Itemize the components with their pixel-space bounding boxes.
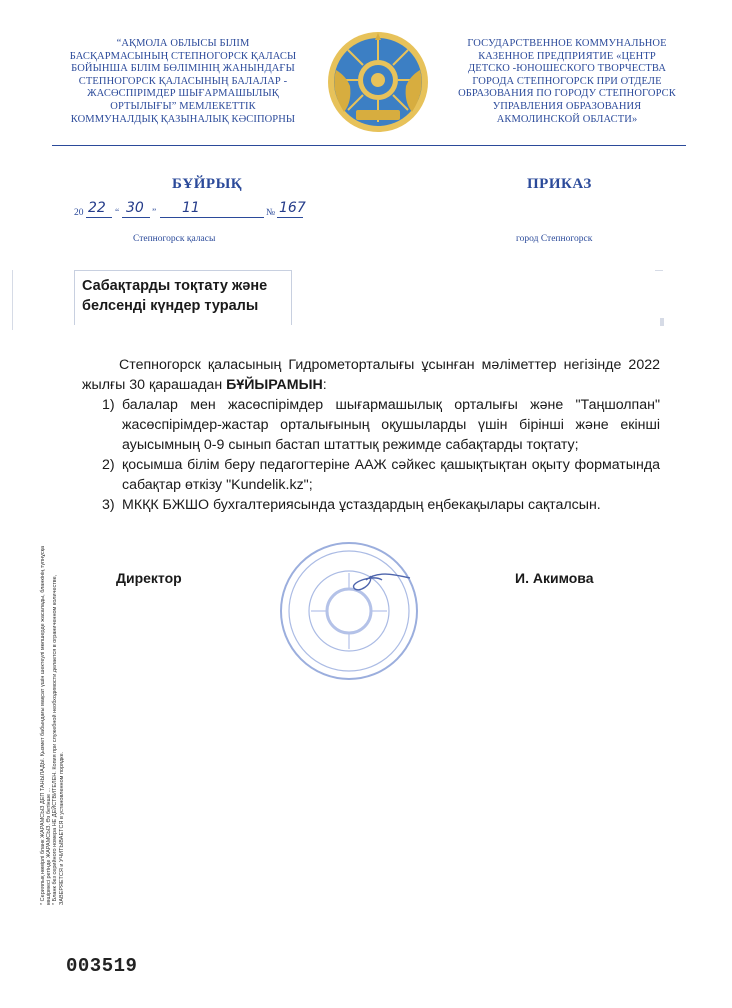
date-quote-mark: “ [115,208,120,218]
letterhead-line: ОРТЫЛЫҒЫ” МЕМЛЕКЕТТІК [110,100,256,112]
city-kazakh: Степногорск қаласы [133,234,216,244]
item-number: 3) [102,497,115,513]
date-year: 22 [88,200,106,216]
blank-serial-number: 003519 [66,955,138,977]
scan-edge-mark [12,270,13,330]
seal-stamp-icon [278,540,420,682]
intro-bold: БҰЙЫРАМЫН [226,377,323,393]
item-text: қосымша білім беру педагогтеріне ААЖ сәйкес қашықтықтан оқыту форматында сабақтар өткізу "Kundelik.kz"; [122,457,660,493]
letterhead-line: КАЗЕННОЕ ПРЕДПРИЯТИЕ «ЦЕНТР [478,50,656,62]
signer-role: Директор [116,570,182,586]
letterhead-line: КОММУНАЛДЫҚ ҚАЗЫНАЛЫҚ КӘСІПОРНЫ [70,113,296,125]
date-month-line [160,217,264,218]
letterhead-line: УПРАВЛЕНИЯ ОБРАЗОВАНИЯ [492,100,642,112]
number-sign: № [266,208,276,218]
date-month: 11 [182,200,200,216]
letterhead-line: “АҚМОЛА ОБЛЫСЫ БІЛІМ [116,38,250,49]
order-item [82,395,660,455]
item-number: 2) [102,457,115,473]
date-day: 30 [126,200,144,216]
disclaimer-line: ЗАВЕРЯЕТСЯ и УЧИТЫВАЕТСЯ в установленном порядке. [58,751,65,905]
doc-title-russian: ПРИКАЗ [527,176,592,192]
letterhead-russian [440,38,694,126]
kazakhstan-emblem-icon [326,30,430,134]
date-day-line [122,217,150,218]
order-item [82,495,660,515]
order-body [82,355,660,515]
subject-line: Сабақтарды тоқтату және [82,278,268,294]
letterhead-line: ОБРАЗОВАНИЯ ПО ГОРОДУ СТЕПНОГОРСК [458,88,676,100]
letterhead-line: СТЕПНОГОРСК ҚАЛАСЫНЫҢ БАЛАЛАР - [78,75,288,87]
header-divider [52,145,686,146]
item-text: балалар мен жасөспірімдер шығармашылық орталығы және "Таңшолпан" жасөспірімдер-жастар орталығының оқушыларды үшін бірінші және екінші ауысымның 0-9 сынып бастап штаттық режимде сабақтарды тоқтату; [122,397,660,453]
date-number-line [74,200,306,222]
letterhead-line: БОЙЫНША БІЛІМ БӨЛІМІНІҢ ЖАНЫНДАҒЫ [71,63,295,75]
intro-text: Степногорск қаласының Гидрометорталығы ұсынған мәліметтер негізінде 2022 жылғы 30 қарашадан [82,357,660,393]
blank-disclaimer [40,546,65,905]
scan-edge-mark [660,318,664,326]
intro-paragraph [82,355,660,395]
doc-title-kazakh: БҰЙРЫҚ [172,176,243,192]
city-russian: город Степногорск [516,234,593,244]
subject-line: белсенді күндер туралы [82,298,259,314]
letterhead-line: ГОРОДА СТЕПНОГОРСК ПРИ ОТДЕЛЕ [472,75,662,87]
date-century: 20 [74,208,84,218]
disclaimer-line: көшірмесі ретінде ЖАРАМСЫЗ. Өз бетінше ... [46,787,53,905]
disclaimer-line: * Бланк без серийного номера НЕ ДЕЙСТВИТЕЛЕН. Копия при служебной необходимости делается в ограниченном количестве, [52,574,59,905]
date-year-line [86,217,112,218]
letterhead-line: ДЕТСКО -ЮНОШЕСКОГО ТВОРЧЕСТВА [467,63,667,75]
disclaimer-line: * Сериялық нөмірлі бланк ЖАРАМСЫЗ ДЕП ТАНЫЛАДЫ. Қызмет бабындағы мақсат үшін шектеулі мөлшерде жасалады, бланкінің түпнұсқа [40,545,46,905]
doc-number-line [277,217,303,218]
order-subject [82,276,292,316]
order-item [82,455,660,495]
letterhead-kazakh [52,38,314,126]
letterhead-line: ЖАСӨСПІРІМДЕР ШЫҒАРМАШЫЛЫҚ [87,88,279,100]
letterhead-line: БАСҚАРМАСЫНЫҢ СТЕПНОГОРСК ҚАЛАСЫ [69,50,297,62]
intro-colon: : [322,377,327,393]
item-number: 1) [102,397,115,413]
date-quote-mark: ” [152,208,157,218]
letterhead-line: АКМОЛИНСКОЙ ОБЛАСТИ» [496,113,638,125]
signer-name: И. Акимова [515,570,594,586]
letterhead-line: ГОСУДАРСТВЕННОЕ КОММУНАЛЬНОЕ [467,38,667,49]
item-text: МКҚК БЖШО бухгалтериясында ұстаздардың еңбекақылары сақталсын. [122,497,601,513]
doc-number: 167 [279,200,306,216]
scan-edge-mark [655,270,663,271]
